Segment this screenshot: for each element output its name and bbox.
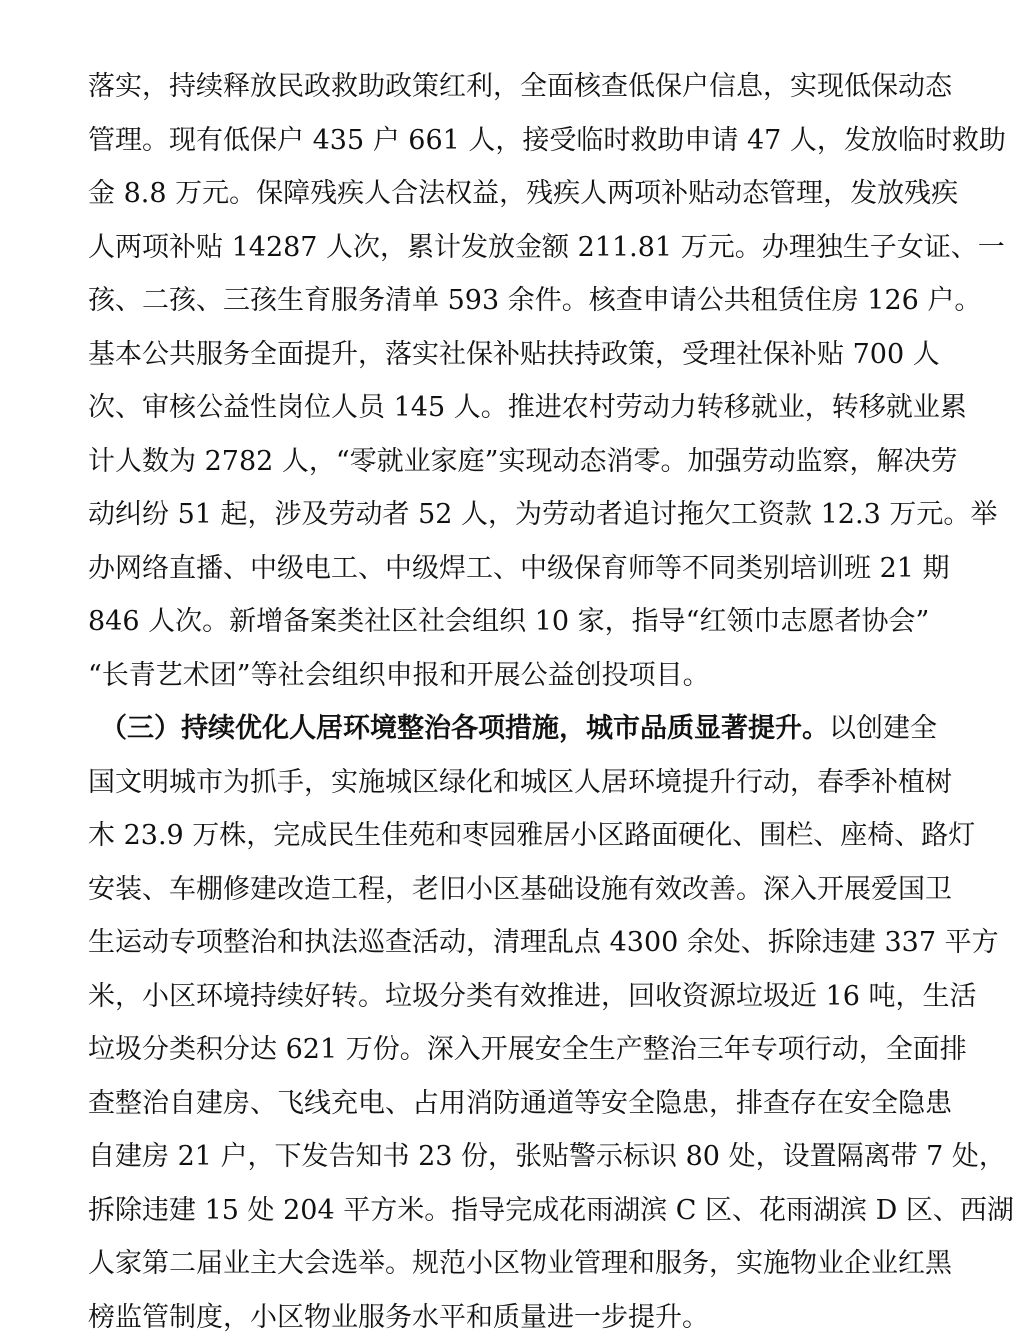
text-line: 拆除违建 15 处 204 平方米。指导完成花雨湖滨 C 区、花雨湖滨 D 区、西湖 — [88, 1194, 1014, 1226]
text-line: 基本公共服务全面提升，落实社保补贴扶持政策，受理社保补贴 700 人 — [88, 338, 940, 370]
text-line: 办网络直播、中级电工、中级焊工、中级保育师等不同类别培训班 21 期 — [88, 552, 950, 584]
text-line: 846 人次。新增备案类社区社会组织 10 家，指导“红领巾志愿者协会” — [88, 606, 930, 637]
document-body — [88, 60, 1014, 1344]
text-line: 木 23.9 万株，完成民生佳苑和枣园雅居小区路面硬化、围栏、座椅、路灯 — [88, 820, 976, 851]
paragraph-social-assistance — [88, 60, 1006, 702]
heading-line-continuation: 以创建全 — [829, 713, 937, 744]
text-line: 孩、二孩、三孩生育服务清单 593 余件。核查申请公共租赁住房 126 户。 — [88, 285, 982, 316]
text-line: 次、审核公益性岗位人员 145 人。推进农村劳动力转移就业，转移就业累 — [88, 392, 967, 423]
paragraph-living-environment — [88, 702, 1014, 1344]
text-line: 垃圾分类积分达 621 万份。深入开展安全生产整治三年专项行动，全面排 — [88, 1034, 967, 1065]
text-line: 自建房 21 户，下发告知书 23 份，张贴警示标识 80 处，设置隔离带 7 处， — [88, 1141, 1006, 1172]
text-line: 榜监管制度，小区物业服务水平和质量进一步提升。 — [88, 1301, 709, 1333]
text-line: 人两项补贴 14287 人次，累计发放金额 211.81 万元。办理独生子女证、一 — [88, 231, 1005, 263]
section-heading-line — [88, 702, 937, 756]
section-heading: （三）持续优化人居环境整治各项措施，城市品质显著提升。 — [100, 713, 829, 744]
text-line: 米，小区环境持续好转。垃圾分类有效推进，回收资源垃圾近 16 吨，生活 — [88, 980, 977, 1012]
text-line: 计人数为 2782 人，“零就业家庭”实现动态消零。加强劳动监察，解决劳 — [88, 445, 958, 477]
text-line: 查整治自建房、飞线充电、占用消防通道等安全隐患，排查存在安全隐患 — [88, 1087, 952, 1119]
text-line: 金 8.8 万元。保障残疾人合法权益，残疾人两项补贴动态管理，发放残疾 — [88, 178, 959, 209]
text-line: 管理。现有低保户 435 户 661 人，接受临时救助申请 47 人，发放临时救助 — [88, 124, 1006, 156]
text-line: “长青艺术团”等社会组织申报和开展公益创投项目。 — [88, 659, 710, 691]
text-line: 落实，持续释放民政救助政策红利，全面核查低保户信息，实现低保动态 — [88, 71, 952, 102]
text-line: 人家第二届业主大会选举。规范小区物业管理和服务，实施物业企业红黑 — [88, 1248, 952, 1279]
text-line: 生运动专项整治和执法巡查活动，清理乱点 4300 余处、拆除违建 337 平方 — [88, 927, 999, 958]
text-line: 动纠纷 51 起，涉及劳动者 52 人，为劳动者追讨拖欠工资款 12.3 万元。举 — [88, 499, 998, 530]
text-line: 安装、车棚修建改造工程，老旧小区基础设施有效改善。深入开展爱国卫 — [88, 873, 952, 905]
text-line: 国文明城市为抓手，实施城区绿化和城区人居环境提升行动，春季补植树 — [88, 766, 952, 798]
